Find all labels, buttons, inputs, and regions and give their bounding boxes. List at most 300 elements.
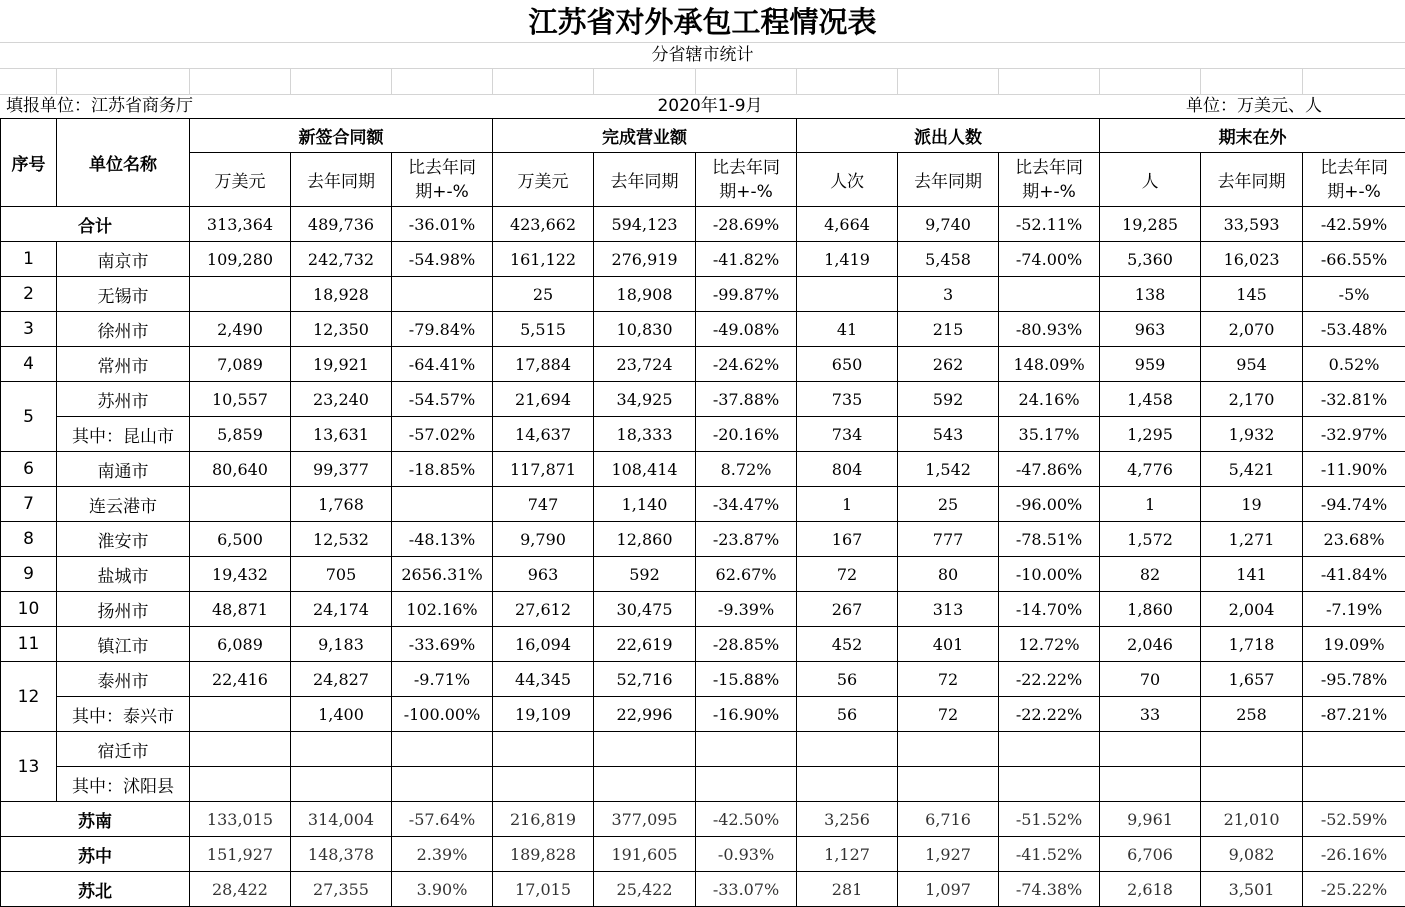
table-row <box>1 312 1405 347</box>
table-cell: 9,961 <box>1100 802 1201 837</box>
table-cell: 3,256 <box>797 802 898 837</box>
table-cell <box>594 767 696 802</box>
table-cell: -78.51% <box>999 522 1100 557</box>
table-cell: -33.07% <box>696 872 797 907</box>
row-unit-name: 南京市 <box>57 242 190 277</box>
table-cell: 108,414 <box>594 452 696 487</box>
table-cell: 141 <box>1201 557 1303 592</box>
table-cell: 48,871 <box>190 592 291 627</box>
table-cell: 377,095 <box>594 802 696 837</box>
table-cell: 17,884 <box>493 347 594 382</box>
table-cell: 35.17% <box>999 417 1100 452</box>
gridline <box>1099 68 1100 94</box>
table-cell: 24,827 <box>291 662 392 697</box>
table-cell: 650 <box>797 347 898 382</box>
table-cell: 13,631 <box>291 417 392 452</box>
table-cell <box>1201 732 1303 767</box>
table-cell: 12,860 <box>594 522 696 557</box>
unit-label: 单位：万美元、人 <box>1186 94 1322 118</box>
table-cell: 6,500 <box>190 522 291 557</box>
table-cell: 56 <box>797 697 898 732</box>
gridline <box>0 42 1405 43</box>
table-cell <box>190 277 291 312</box>
table-cell: 25 <box>493 277 594 312</box>
table-cell <box>999 277 1100 312</box>
header-group-new-contracts: 新签合同额 <box>190 119 493 153</box>
table-cell: 12,532 <box>291 522 392 557</box>
table-cell: 705 <box>291 557 392 592</box>
row-seq: 9 <box>1 557 57 592</box>
table-cell: 5,458 <box>898 242 999 277</box>
table-cell: 9,082 <box>1201 837 1303 872</box>
header-sub-col: 万美元 <box>190 153 291 207</box>
table-cell: -41.84% <box>1303 557 1405 592</box>
table-row <box>1 452 1405 487</box>
row-seq: 7 <box>1 487 57 522</box>
row-unit-name: 南通市 <box>57 452 190 487</box>
row-unit-name: 其中：泰兴市 <box>57 697 190 732</box>
table-cell <box>493 732 594 767</box>
table-cell: 1,140 <box>594 487 696 522</box>
gridline <box>1302 68 1303 94</box>
table-cell: 9,790 <box>493 522 594 557</box>
table-cell: -52.59% <box>1303 802 1405 837</box>
table-cell: -79.84% <box>392 312 493 347</box>
table-cell: 2656.31% <box>392 557 493 592</box>
header-sub-col: 去年同期 <box>594 153 696 207</box>
header-row-sub <box>1 153 1405 207</box>
row-unit-name: 无锡市 <box>57 277 190 312</box>
gridline <box>593 68 594 94</box>
table-cell <box>291 767 392 802</box>
gridline <box>998 68 999 94</box>
table-cell: 314,004 <box>291 802 392 837</box>
table-cell: 44,345 <box>493 662 594 697</box>
table-cell: 3,501 <box>1201 872 1303 907</box>
table-cell: 6,706 <box>1100 837 1201 872</box>
table-cell: 9,740 <box>898 207 999 242</box>
table-cell <box>797 277 898 312</box>
table-cell: 804 <box>797 452 898 487</box>
row-seq: 2 <box>1 277 57 312</box>
table-cell: 1 <box>1100 487 1201 522</box>
table-cell: 80 <box>898 557 999 592</box>
table-cell: 262 <box>898 347 999 382</box>
header-unit-name: 单位名称 <box>57 119 190 207</box>
table-cell: 151,927 <box>190 837 291 872</box>
row-seq: 10 <box>1 592 57 627</box>
table-cell: -74.00% <box>999 242 1100 277</box>
table-cell: 21,010 <box>1201 802 1303 837</box>
table-cell: -5% <box>1303 277 1405 312</box>
table-cell: 592 <box>898 382 999 417</box>
table-cell: -36.01% <box>392 207 493 242</box>
table-cell: -34.47% <box>696 487 797 522</box>
table-cell: -54.57% <box>392 382 493 417</box>
table-cell: 2,046 <box>1100 627 1201 662</box>
table-cell: 8.72% <box>696 452 797 487</box>
table-cell: -42.50% <box>696 802 797 837</box>
table-cell: 22,996 <box>594 697 696 732</box>
table-cell: -14.70% <box>999 592 1100 627</box>
table-cell: 16,023 <box>1201 242 1303 277</box>
header-row-groups <box>1 119 1405 153</box>
table-cell: 62.67% <box>696 557 797 592</box>
table-cell: -80.93% <box>999 312 1100 347</box>
table-cell: 82 <box>1100 557 1201 592</box>
table-cell: 12,350 <box>291 312 392 347</box>
table-cell: 145 <box>1201 277 1303 312</box>
table-cell: -96.00% <box>999 487 1100 522</box>
header-sub-col: 比去年同 期+-% <box>1303 153 1405 207</box>
table-cell: 276,919 <box>594 242 696 277</box>
table-cell: 4,776 <box>1100 452 1201 487</box>
table-cell: -99.87% <box>696 277 797 312</box>
row-seq: 5 <box>1 382 57 452</box>
report-period: 2020年1-9月 <box>560 94 860 118</box>
table-cell: 27,355 <box>291 872 392 907</box>
table-cell: 22,619 <box>594 627 696 662</box>
table-cell: 963 <box>493 557 594 592</box>
table-cell: 747 <box>493 487 594 522</box>
table-cell: 25,422 <box>594 872 696 907</box>
table-cell: 102.16% <box>392 592 493 627</box>
gridline <box>897 68 898 94</box>
table-cell: 16,094 <box>493 627 594 662</box>
table-cell: 735 <box>797 382 898 417</box>
table-cell: 72 <box>898 697 999 732</box>
table-cell: 489,736 <box>291 207 392 242</box>
table-cell: 0.52% <box>1303 347 1405 382</box>
table-cell: 1 <box>797 487 898 522</box>
row-unit-name: 徐州市 <box>57 312 190 347</box>
table-cell: -41.82% <box>696 242 797 277</box>
table-cell: -24.62% <box>696 347 797 382</box>
row-seq: 4 <box>1 347 57 382</box>
table-cell: 72 <box>797 557 898 592</box>
table-cell <box>999 767 1100 802</box>
gridline <box>0 68 1405 69</box>
table-cell: 34,925 <box>594 382 696 417</box>
region-name: 苏北 <box>1 872 190 907</box>
table-cell: 2.39% <box>392 837 493 872</box>
header-sub-col: 万美元 <box>493 153 594 207</box>
table-cell: -22.22% <box>999 662 1100 697</box>
region-name: 苏中 <box>1 837 190 872</box>
table-cell <box>392 487 493 522</box>
table-cell: -74.38% <box>999 872 1100 907</box>
table-cell <box>190 767 291 802</box>
table-cell: 954 <box>1201 347 1303 382</box>
table-cell: 3 <box>898 277 999 312</box>
row-seq: 1 <box>1 242 57 277</box>
table-cell: 242,732 <box>291 242 392 277</box>
header-sub-col: 人次 <box>797 153 898 207</box>
table-cell: 1,419 <box>797 242 898 277</box>
table-cell <box>1100 767 1201 802</box>
table-cell: -54.98% <box>392 242 493 277</box>
row-seq: 6 <box>1 452 57 487</box>
table-cell: 2,070 <box>1201 312 1303 347</box>
table-cell: 1,927 <box>898 837 999 872</box>
table-cell: -28.85% <box>696 627 797 662</box>
table-cell: 1,768 <box>291 487 392 522</box>
row-unit-name: 泰州市 <box>57 662 190 697</box>
table-cell: -10.00% <box>999 557 1100 592</box>
table-cell: 4,664 <box>797 207 898 242</box>
table-cell: 18,908 <box>594 277 696 312</box>
table-cell: 138 <box>1100 277 1201 312</box>
header-sub-col: 比去年同 期+-% <box>999 153 1100 207</box>
table-cell: 23,724 <box>594 347 696 382</box>
table-cell <box>392 277 493 312</box>
row-unit-name: 盐城市 <box>57 557 190 592</box>
row-seq: 13 <box>1 732 57 802</box>
row-unit-name: 扬州市 <box>57 592 190 627</box>
table-cell: 1,271 <box>1201 522 1303 557</box>
table-cell: 258 <box>1201 697 1303 732</box>
table-cell: 56 <box>797 662 898 697</box>
table-cell: -52.11% <box>999 207 1100 242</box>
table-cell: 2,618 <box>1100 872 1201 907</box>
table-cell: 734 <box>797 417 898 452</box>
table-cell: -100.00% <box>392 697 493 732</box>
gridline <box>1200 68 1201 94</box>
table-cell: 2,170 <box>1201 382 1303 417</box>
table-cell: 3.90% <box>392 872 493 907</box>
table-cell: 80,640 <box>190 452 291 487</box>
table-cell: 28,422 <box>190 872 291 907</box>
table-cell: 191,605 <box>594 837 696 872</box>
table-cell: -87.21% <box>1303 697 1405 732</box>
table-cell: -9.71% <box>392 662 493 697</box>
table-cell <box>1100 732 1201 767</box>
table-cell: 72 <box>898 662 999 697</box>
table-cell: 19 <box>1201 487 1303 522</box>
table-cell <box>1303 767 1405 802</box>
row-seq: 3 <box>1 312 57 347</box>
table-row <box>1 487 1405 522</box>
row-unit-name: 淮安市 <box>57 522 190 557</box>
table-cell: 70 <box>1100 662 1201 697</box>
table-cell <box>797 767 898 802</box>
table-cell: 22,416 <box>190 662 291 697</box>
table-cell <box>493 767 594 802</box>
table-cell: 19,432 <box>190 557 291 592</box>
table-cell: 313,364 <box>190 207 291 242</box>
header-seq: 序号 <box>1 119 57 207</box>
table-cell <box>190 732 291 767</box>
table-row <box>1 557 1405 592</box>
table-cell: -32.97% <box>1303 417 1405 452</box>
table-cell: 6,089 <box>190 627 291 662</box>
table-cell: -15.88% <box>696 662 797 697</box>
gridline <box>189 68 190 94</box>
table-cell: 189,828 <box>493 837 594 872</box>
header-sub-col: 去年同期 <box>898 153 999 207</box>
table-cell: 10,557 <box>190 382 291 417</box>
table-cell: 24.16% <box>999 382 1100 417</box>
row-unit-name: 镇江市 <box>57 627 190 662</box>
table-row <box>1 592 1405 627</box>
table-cell: 117,871 <box>493 452 594 487</box>
gridline <box>391 68 392 94</box>
table-cell: 281 <box>797 872 898 907</box>
header-group-dispatched: 派出人数 <box>797 119 1100 153</box>
table-cell: 5,421 <box>1201 452 1303 487</box>
table-cell: 99,377 <box>291 452 392 487</box>
table-cell: 267 <box>797 592 898 627</box>
table-cell: -11.90% <box>1303 452 1405 487</box>
region-row <box>1 802 1405 837</box>
table-cell: -95.78% <box>1303 662 1405 697</box>
table-cell: 24,174 <box>291 592 392 627</box>
header-group-revenue: 完成营业额 <box>493 119 797 153</box>
row-unit-name: 苏州市 <box>57 382 190 417</box>
row-unit-name: 宿迁市 <box>57 732 190 767</box>
table-cell: 10,830 <box>594 312 696 347</box>
row-unit-name: 其中：昆山市 <box>57 417 190 452</box>
table-row <box>1 277 1405 312</box>
table-cell: 52,716 <box>594 662 696 697</box>
table-cell <box>190 487 291 522</box>
table-cell <box>392 732 493 767</box>
table-cell: 19.09% <box>1303 627 1405 662</box>
table-cell: 313 <box>898 592 999 627</box>
table-cell: -53.48% <box>1303 312 1405 347</box>
table-cell: 1,932 <box>1201 417 1303 452</box>
table-cell: 27,612 <box>493 592 594 627</box>
table-cell <box>898 732 999 767</box>
table-cell: 133,015 <box>190 802 291 837</box>
row-unit-name: 连云港市 <box>57 487 190 522</box>
region-row <box>1 872 1405 907</box>
table-cell: 5,859 <box>190 417 291 452</box>
table-cell: 109,280 <box>190 242 291 277</box>
table-row <box>1 242 1405 277</box>
table-cell: -57.64% <box>392 802 493 837</box>
table-cell: 1,860 <box>1100 592 1201 627</box>
table-cell: 14,637 <box>493 417 594 452</box>
table-cell: -33.69% <box>392 627 493 662</box>
table-cell: 1,127 <box>797 837 898 872</box>
table-cell: 1,097 <box>898 872 999 907</box>
table-row <box>1 732 1405 767</box>
table-cell <box>797 732 898 767</box>
row-seq: 12 <box>1 662 57 732</box>
region-row <box>1 837 1405 872</box>
table-cell: -47.86% <box>999 452 1100 487</box>
table-cell: 25 <box>898 487 999 522</box>
row-unit-name: 其中：沭阳县 <box>57 767 190 802</box>
table-cell: -26.16% <box>1303 837 1405 872</box>
table-cell <box>1303 732 1405 767</box>
table-cell: -0.93% <box>696 837 797 872</box>
table-cell: 401 <box>898 627 999 662</box>
table-cell <box>898 767 999 802</box>
table-cell: -32.81% <box>1303 382 1405 417</box>
table-cell: 423,662 <box>493 207 594 242</box>
header-sub-col: 去年同期 <box>291 153 392 207</box>
table-cell: 2,004 <box>1201 592 1303 627</box>
gridline <box>796 68 797 94</box>
table-cell: 959 <box>1100 347 1201 382</box>
table-cell: -51.52% <box>999 802 1100 837</box>
row-seq: 8 <box>1 522 57 557</box>
data-table <box>0 118 1405 907</box>
table-cell: -23.87% <box>696 522 797 557</box>
table-cell: -20.16% <box>696 417 797 452</box>
total-row <box>1 207 1405 242</box>
table-cell: -64.41% <box>392 347 493 382</box>
table-cell: 33 <box>1100 697 1201 732</box>
table-row <box>1 382 1405 417</box>
table-cell <box>696 767 797 802</box>
table-cell: 1,542 <box>898 452 999 487</box>
table-cell: 17,015 <box>493 872 594 907</box>
table-cell: 777 <box>898 522 999 557</box>
table-cell: 543 <box>898 417 999 452</box>
table-row <box>1 767 1405 802</box>
table-cell <box>594 732 696 767</box>
table-cell: 594,123 <box>594 207 696 242</box>
row-unit-name: 常州市 <box>57 347 190 382</box>
reporting-unit: 填报单位：江苏省商务厅 <box>6 94 193 118</box>
table-cell: -48.13% <box>392 522 493 557</box>
table-row <box>1 347 1405 382</box>
table-cell <box>999 732 1100 767</box>
table-cell <box>1201 767 1303 802</box>
table-cell: -37.88% <box>696 382 797 417</box>
report-title: 江苏省对外承包工程情况表 <box>0 0 1405 42</box>
table-cell: 1,400 <box>291 697 392 732</box>
table-cell: 41 <box>797 312 898 347</box>
table-cell: 167 <box>797 522 898 557</box>
table-cell: 21,694 <box>493 382 594 417</box>
table-cell: -18.85% <box>392 452 493 487</box>
table-cell <box>392 767 493 802</box>
table-cell: 12.72% <box>999 627 1100 662</box>
table-cell: -22.22% <box>999 697 1100 732</box>
table-cell: 1,572 <box>1100 522 1201 557</box>
table-cell: 1,718 <box>1201 627 1303 662</box>
table-cell: 1,458 <box>1100 382 1201 417</box>
gridline <box>695 68 696 94</box>
table-cell: -49.08% <box>696 312 797 347</box>
table-cell: -28.69% <box>696 207 797 242</box>
table-cell: -25.22% <box>1303 872 1405 907</box>
table-cell: 148,378 <box>291 837 392 872</box>
table-cell: 963 <box>1100 312 1201 347</box>
table-cell: -7.19% <box>1303 592 1405 627</box>
table-cell: -42.59% <box>1303 207 1405 242</box>
gridline <box>492 68 493 94</box>
header-sub-col: 人 <box>1100 153 1201 207</box>
table-cell: 23,240 <box>291 382 392 417</box>
table-cell: 5,360 <box>1100 242 1201 277</box>
table-cell: 2,490 <box>190 312 291 347</box>
table-cell: 215 <box>898 312 999 347</box>
header-sub-col: 比去年同 期+-% <box>696 153 797 207</box>
table-cell <box>696 732 797 767</box>
row-seq: 11 <box>1 627 57 662</box>
table-row <box>1 417 1405 452</box>
table-cell: -41.52% <box>999 837 1100 872</box>
table-cell: 1,295 <box>1100 417 1201 452</box>
table-row <box>1 697 1405 732</box>
table-cell: 161,122 <box>493 242 594 277</box>
table-cell: 9,183 <box>291 627 392 662</box>
